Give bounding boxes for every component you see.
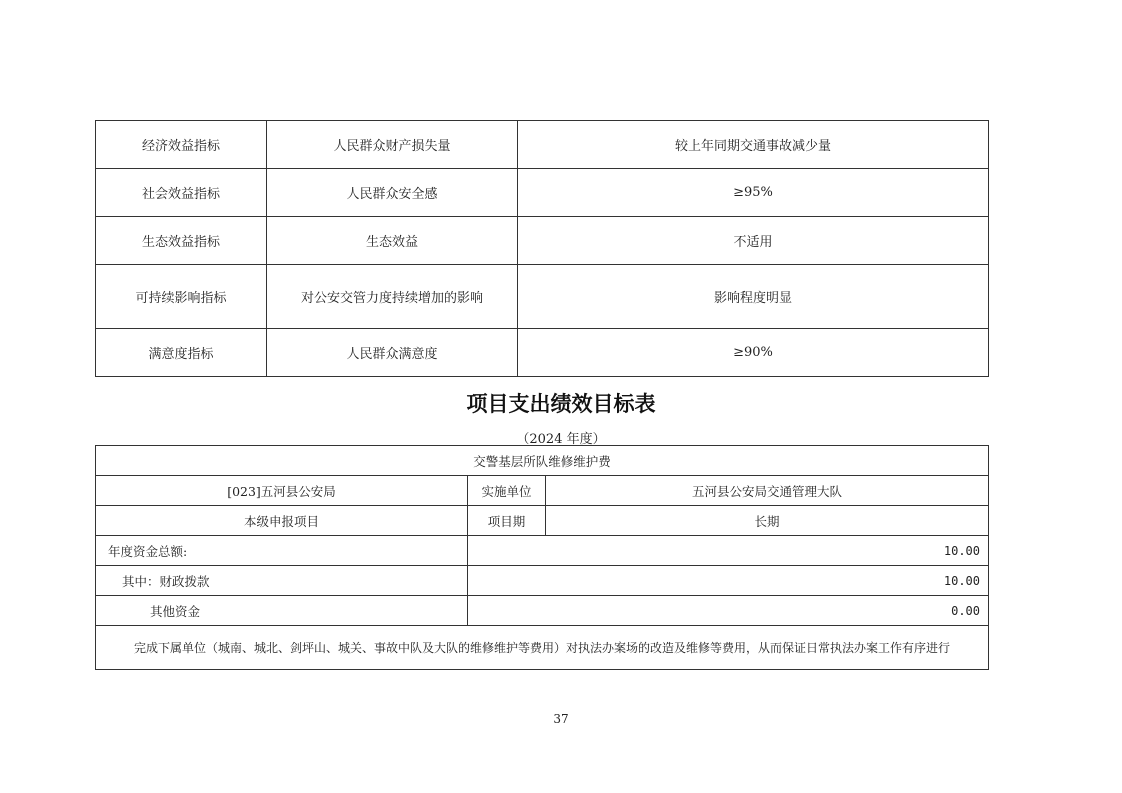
indicator-name: 对公安交管力度持续增加的影响: [267, 265, 518, 329]
description-row: [96, 626, 989, 670]
other-funds-label: 其他资金: [96, 596, 468, 626]
indicator-category: 满意度指标: [96, 329, 267, 377]
indicator-value: ≥90%: [518, 329, 989, 377]
other-funds-row: [96, 596, 989, 626]
indicator-value: 不适用: [518, 217, 989, 265]
indicator-category: 社会效益指标: [96, 169, 267, 217]
total-funds-label: 年度资金总额:: [96, 536, 468, 566]
indicator-value: ≥95%: [518, 169, 989, 217]
indicator-name: 生态效益: [267, 217, 518, 265]
indicator-row: [96, 169, 989, 217]
total-funds-row: [96, 536, 989, 566]
indicator-table: [95, 120, 989, 377]
department-name: [023]五河县公安局: [96, 476, 468, 506]
indicator-row: [96, 329, 989, 377]
indicator-row: [96, 265, 989, 329]
indicator-name: 人民群众安全感: [267, 169, 518, 217]
indicator-category: 生态效益指标: [96, 217, 267, 265]
project-description: 完成下属单位（城南、城北、剑坪山、城关、事故中队及大队的维修维护等费用）对执法办案场的改造及维修等费用，从而保证日常执法办案工作有序进行: [96, 626, 989, 670]
period-label: 项目期: [468, 506, 546, 536]
page-number: 37: [553, 712, 569, 726]
period-row: [96, 506, 989, 536]
indicator-name: 人民群众财产损失量: [267, 121, 518, 169]
indicator-value: 较上年同期交通事故减少量: [518, 121, 989, 169]
unit-value: 五河县公安局交通管理大队: [546, 476, 989, 506]
other-funds-value: 0.00: [468, 596, 989, 626]
project-name-row: [96, 446, 989, 476]
fiscal-funds-row: [96, 566, 989, 596]
project-name: 交警基层所队维修维护费: [96, 446, 989, 476]
period-value: 长期: [546, 506, 989, 536]
indicator-row: [96, 217, 989, 265]
project-level: 本级申报项目: [96, 506, 468, 536]
indicator-category: 可持续影响指标: [96, 265, 267, 329]
indicator-row: [96, 121, 989, 169]
unit-row: [96, 476, 989, 506]
fiscal-funds-label: 其中：财政拨款: [96, 566, 468, 596]
indicator-value: 影响程度明显: [518, 265, 989, 329]
year-subtitle: （2024 年度）: [516, 432, 606, 447]
unit-label: 实施单位: [468, 476, 546, 506]
total-funds-value: 10.00: [468, 536, 989, 566]
page-title: 项目支出绩效目标表: [466, 392, 656, 416]
indicator-category: 经济效益指标: [96, 121, 267, 169]
project-table: [95, 445, 989, 670]
fiscal-funds-value: 10.00: [468, 566, 989, 596]
indicator-name: 人民群众满意度: [267, 329, 518, 377]
